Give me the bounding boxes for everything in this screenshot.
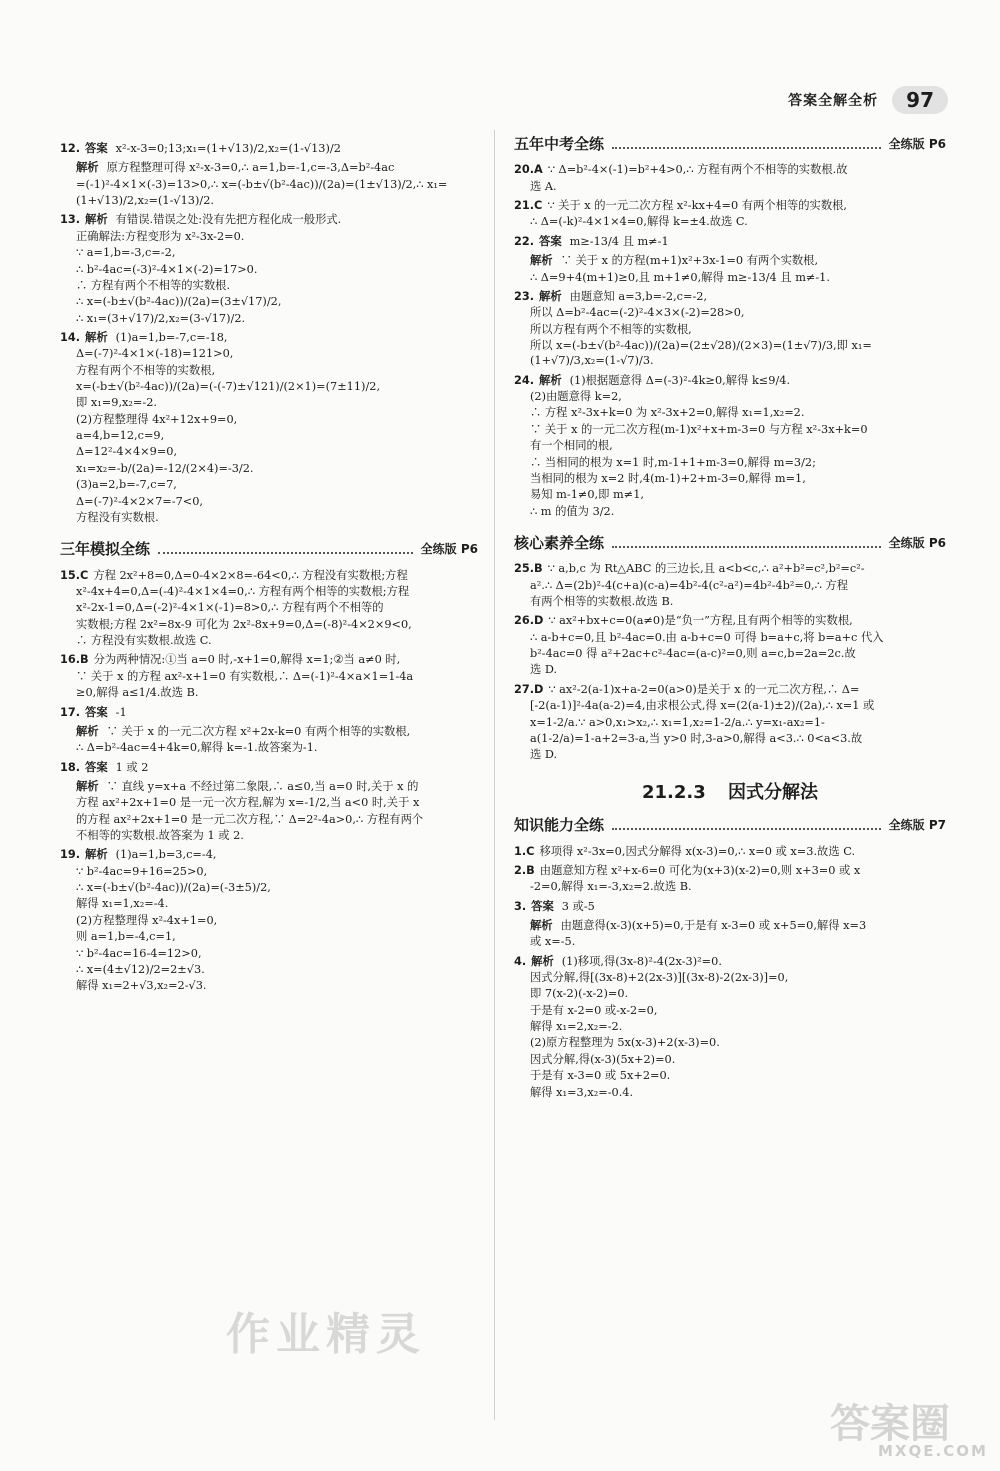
answer-line: [60, 379, 478, 394]
answer-line: [514, 1003, 946, 1018]
line-text: 有一个相同的根,: [530, 439, 613, 453]
item-tag: 解析: [539, 373, 562, 387]
item-number: 24.: [514, 373, 535, 387]
answer-line: [60, 494, 478, 509]
answer-line: [60, 193, 478, 208]
answer-item: [514, 954, 946, 1100]
item-number: 17.: [60, 705, 81, 719]
answer-item: [514, 162, 946, 194]
item-tag: 解析: [85, 848, 108, 862]
answer-line: [514, 561, 946, 576]
line-text: ∵ a,b,c 为 Rt△ABC 的三边长,且 a<b<c,∴ a²+b²=c²,b²=c²-: [547, 562, 865, 576]
answer-item: [514, 561, 946, 609]
answer-line: [514, 715, 946, 730]
answer-line: [514, 613, 946, 628]
line-text: 所以 Δ=b²-4ac=(-2)²-4×3×(-2)=28>0,: [530, 306, 745, 320]
line-text: 原方程整理可得 x²-x-3=0,∴ a=1,b=-1,c=-3,Δ=b²-4ac: [106, 161, 395, 175]
answer-line: [514, 1052, 946, 1067]
line-text: 实数根;方程 2x²=8x-9 可化为 2x²-8x+9=0,Δ=(-8)²-4×2×9<0,: [76, 617, 412, 631]
answer-line: [60, 568, 478, 583]
line-text: ∵ 关于 x 的一元二次方程(m-1)x²+x+m-3=0 与方程 x²-3x+k=0: [530, 422, 868, 436]
answer-line: [60, 141, 478, 156]
answer-line: [60, 847, 478, 862]
line-text: x²-2x-1=0,Δ=(-2)²-4×1×(-1)=8>0,∴ 方程有两个不相等的: [76, 601, 384, 615]
line-text: 所以方程有两个不相等的实数根,: [530, 322, 692, 336]
line-text: ∴ a-b+c=0,且 b²-4ac=0.由 a-b+c=0 可得 b=a+c,将 b=a+c 代入: [530, 630, 884, 644]
answer-line: [60, 978, 478, 993]
answer-line: [60, 962, 478, 977]
item-tag: 答案: [85, 760, 108, 774]
answer-item: [60, 330, 478, 525]
line-text: ∴ 方程有两个不相等的实数根.: [76, 278, 231, 292]
answer-line: [514, 438, 946, 453]
item-tag: 答案: [85, 142, 108, 155]
line-text: 方程没有实数根.: [76, 510, 159, 524]
line-text: ∴ m 的值为 3/2.: [530, 504, 615, 518]
line-text: 易知 m-1≠0,即 m≠1,: [530, 488, 644, 502]
answer-line: [60, 363, 478, 378]
answer-line: [60, 262, 478, 277]
item-tag: 解析: [85, 330, 108, 344]
answer-item: [514, 198, 946, 230]
line-text: ∵ 关于 x 的方程(m+1)x²+3x-1=0 有两个实数根,: [560, 254, 819, 268]
answer-item: [514, 682, 946, 763]
answer-line: [60, 896, 478, 911]
answer-line: [60, 946, 478, 961]
item-tag: 解析: [539, 289, 562, 303]
answer-line: [60, 330, 478, 345]
answer-line: [514, 698, 946, 713]
item-tag: 解析: [85, 213, 108, 227]
line-text: 则 a=1,b=-4,c=1,: [76, 930, 176, 944]
line-text: 分为两种情况:①当 a=0 时,-x+1=0,解得 x=1;②当 a≠0 时,: [93, 653, 401, 667]
answer-line: [60, 652, 478, 667]
answer-line: [514, 1068, 946, 1083]
line-text: x=1-2/a.∵ a>0,x₁>x₂,∴ x₁=1,x₂=1-2/a.∴ y=x₁-ax₂=1-: [530, 715, 825, 729]
item-tag: 答案: [85, 705, 108, 719]
answer-line: [60, 160, 478, 175]
answer-line: [514, 1019, 946, 1034]
section-header-sannian: [60, 539, 478, 559]
item-tag: 答案: [539, 234, 562, 248]
section-header-zhishi: [514, 815, 946, 835]
section-dots: [158, 544, 413, 554]
item-number: 3.: [514, 899, 527, 913]
line-text: 3 或-5: [561, 899, 595, 913]
item-tag: 解析: [530, 254, 553, 268]
section-ref: 全练版 P6: [888, 137, 946, 152]
answer-item: [60, 705, 478, 720]
answer-line: [60, 444, 478, 459]
line-text: (2)原方程整理为 5x(x-3)+2(x-3)=0.: [530, 1036, 720, 1050]
section-ref: 全练版 P6: [420, 542, 478, 557]
answer-line: [60, 685, 478, 700]
answer-line: [514, 405, 946, 420]
item-tag: 解析: [531, 954, 554, 968]
line-text: ∵ b²-4ac=9+16=25>0,: [76, 864, 208, 878]
item-number: 27.D: [514, 682, 544, 696]
line-text: 有两个相等的实数根.故选 B.: [530, 595, 674, 609]
item-number: 13.: [60, 213, 81, 227]
line-text: 当相同的根为 x=2 时,4(m-1)+2+m-3=0,解得 m=1,: [530, 471, 806, 485]
answer-line: [60, 212, 478, 227]
answer-line: [514, 455, 946, 470]
line-text: ∴ x₁=(3+√17)/2,x₂=(3-√17)/2.: [76, 311, 246, 325]
line-text: 方程 ax²+2x+1=0 是一元一次方程,解为 x=-1/2,当 a<0 时,关于 x: [76, 796, 420, 810]
answer-line: [514, 289, 946, 304]
page-number: 97: [892, 86, 948, 114]
line-text: 或 x=-5.: [530, 935, 576, 949]
line-text: ∴ x=(4±√12)/2=2±√3.: [76, 962, 205, 976]
line-text: 由题意得(x-3)(x+5)=0,于是有 x-3=0 或 x+5=0,解得 x=3: [560, 918, 867, 932]
item-number: 21.C: [514, 199, 543, 213]
right-items-3: [514, 844, 946, 1100]
line-text: m≥-13/4 且 m≠-1: [569, 234, 669, 248]
watermark-url: MXQE.COM: [878, 1442, 988, 1460]
answer-line: [514, 918, 946, 933]
line-text: ∴ Δ=(-k)²-4×1×4=0,解得 k=±4.故选 C.: [530, 215, 748, 229]
line-text: [-2(a-1)]²-4a(a-2)=4,由求根公式,得 x=(2(a-1)±2)/(2a),∴ x=1 或: [530, 699, 875, 713]
section-header-hexin: [514, 533, 946, 553]
item-number: 12.: [60, 142, 81, 155]
watermark-corner: 答案圈: [830, 1401, 950, 1447]
section-header-wunian: [514, 134, 946, 154]
line-text: (1)移项,得(3x-8)²-4(2x-3)²=0.: [561, 954, 722, 968]
answer-line: [60, 177, 478, 192]
line-text: ∴ x=(-b±√(b²-4ac))/(2a)=(-3±5)/2,: [76, 881, 271, 895]
answer-line: [514, 389, 946, 404]
line-text: (2)方程整理得 4x²+12x+9=0,: [76, 412, 238, 426]
answer-line: [60, 779, 478, 794]
line-text: 解得 x₁=2+√3,x₂=2-√3.: [76, 979, 207, 993]
line-text: (1+√13)/2,x₂=(1-√13)/2.: [76, 194, 214, 208]
answer-line: [60, 477, 478, 492]
line-text: (2)由题意得 k=2,: [530, 390, 622, 404]
answer-line: [60, 461, 478, 476]
line-text: b²-4ac=0 得 a²+2ac+c²-4ac=(a-c)²=0,则 a=c,b=2a=2c.故: [530, 647, 856, 661]
line-text: ∵ b²-4ac=16-4=12>0,: [76, 946, 202, 960]
answer-line: [60, 600, 478, 615]
answer-line: [514, 578, 946, 593]
line-text: ∴ 方程没有实数根.故选 C.: [76, 634, 212, 648]
left-items: [60, 141, 478, 525]
item-tag: 解析: [530, 918, 553, 932]
line-text: ∵ 直线 y=x+a 不经过第二象限,∴ a≤0,当 a=0 时,关于 x 的: [106, 779, 419, 793]
answer-line: [60, 346, 478, 361]
line-text: (1)a=1,b=-7,c=-18,: [115, 330, 228, 344]
answer-line: [514, 162, 946, 177]
line-text: 于是有 x-2=0 或-x-2=0,: [530, 1003, 658, 1017]
line-text: Δ=(-7)²-4×1×(-18)=121>0,: [76, 347, 234, 361]
answer-line: [514, 747, 946, 762]
line-text: ∵ ax²-2(a-1)x+a-2=0(a>0)是关于 x 的一元二次方程,∴ Δ=: [548, 682, 860, 696]
answer-line: [514, 646, 946, 661]
line-text: ∴ Δ=9+4(m+1)≥0,且 m+1≠0,解得 m≥-13/4 且 m≠-1.: [530, 270, 830, 284]
section-title: 五年中考全练: [514, 135, 605, 153]
item-tag: 解析: [76, 161, 99, 175]
answer-line: [60, 740, 478, 755]
answer-item: [60, 652, 478, 700]
answer-line: [60, 864, 478, 879]
answer-line: [514, 986, 946, 1001]
line-text: ∵ a=1,b=-3,c=-2,: [76, 246, 176, 260]
answer-item: [514, 613, 946, 677]
line-text: 由题意知 a=3,b=-2,c=-2,: [569, 289, 708, 303]
answer-line: [514, 234, 946, 249]
answer-line: [60, 812, 478, 827]
answer-line: [60, 913, 478, 928]
line-text: ∵ 关于 x 的方程 ax²-x+1=0 有实数根,∴ Δ=(-1)²-4×a×1=1-4a: [76, 669, 414, 683]
section-ref: 全练版 P7: [888, 818, 946, 833]
line-text: 解得 x₁=3,x₂=-0.4.: [530, 1085, 634, 1099]
item-number: 25.B: [514, 562, 543, 576]
line-text: 选 D.: [530, 663, 558, 677]
line-text: Δ=12²-4×4×9=0,: [76, 445, 178, 459]
page-header: [788, 86, 948, 114]
answer-line: [60, 795, 478, 810]
answer-line: [60, 395, 478, 410]
answer-line: [60, 828, 478, 843]
answer-line: [60, 229, 478, 244]
answer-line: [514, 179, 946, 194]
line-text: 即 7(x-2)(-x-2)=0.: [530, 987, 629, 1001]
answer-line: [514, 322, 946, 337]
line-text: 有错误.错误之处:没有先把方程化成一般形式.: [115, 213, 342, 227]
answer-line: [514, 970, 946, 985]
line-text: 由题意知方程 x²+x-6=0 可化为(x+3)(x-2)=0,则 x+3=0 或 x: [539, 863, 861, 877]
header-title: 答案全解全析: [788, 93, 879, 109]
line-text: -2=0,解得 x₁=-3,x₂=2.故选 B.: [530, 880, 692, 894]
column-divider: [494, 130, 495, 1420]
answer-item: [514, 844, 946, 859]
item-number: 22.: [514, 234, 535, 248]
answer-line: [514, 471, 946, 486]
section-dots: [612, 538, 881, 548]
item-number: 26.D: [514, 614, 544, 628]
left-column: [60, 140, 478, 998]
right-items-2: [514, 561, 946, 762]
answer-item: [514, 373, 946, 519]
item-tag: 解析: [76, 779, 99, 793]
line-text: (1)a=1,b=3,c=-4,: [115, 848, 217, 862]
line-text: ∵ Δ=b²-4×(-1)=b²+4>0,∴ 方程有两个不相等的实数根.故: [547, 163, 848, 177]
line-text: 正确解法:方程变形为 x²-3x-2=0.: [76, 229, 245, 243]
answer-line: [60, 510, 478, 525]
answer-line: [514, 844, 946, 859]
answer-line: [60, 412, 478, 427]
answer-line: [60, 617, 478, 632]
line-text: 因式分解,得[(3x-8)+2(2x-3)][(3x-8)-2(2x-3)]=0,: [530, 971, 789, 985]
line-text: 选 D.: [530, 748, 558, 762]
line-text: 方程 2x²+8=0,Δ=0-4×2×8=-64<0,∴ 方程没有实数根;方程: [93, 568, 408, 582]
line-text: =(-1)²-4×1×(-3)=13>0,∴ x=(-b±√(b²-4ac))/(2a)=(1±√13)/2,∴ x₁=: [76, 177, 448, 191]
line-text: ∴ x=(-b±√(b²-4ac))/(2a)=(3±√17)/2,: [76, 295, 282, 309]
section-dots: [612, 820, 881, 830]
answer-line: [514, 214, 946, 229]
line-text: x=(-b±√(b²-4ac))/(2a)=(-(-7)±√121)/(2×1)=(7±11)/2,: [76, 380, 381, 394]
item-number: 20.A: [514, 163, 543, 177]
answer-line: [514, 594, 946, 609]
section-ref: 全练版 P6: [888, 535, 946, 550]
item-number: 4.: [514, 954, 527, 968]
item-tag: 解析: [76, 724, 99, 738]
line-text: ∴ 当相同的根为 x=1 时,m-1+1+m-3=0,解得 m=3/2;: [530, 455, 816, 469]
answer-line: [514, 305, 946, 320]
answer-line: [514, 879, 946, 894]
line-text: x²-x-3=0;13;x₁=(1+√13)/2,x₂=(1-√13)/2: [115, 142, 341, 155]
answer-line: [514, 954, 946, 969]
item-number: 1.C: [514, 844, 535, 858]
answer-item: [60, 779, 478, 843]
answer-line: [514, 487, 946, 502]
answer-line: [60, 294, 478, 309]
answer-line: [514, 422, 946, 437]
answer-item: [60, 160, 478, 208]
line-text: 于是有 x-3=0 或 5x+2=0.: [530, 1069, 671, 1083]
line-text: ∴ Δ=b²-4ac=4+4k=0,解得 k=-1.故答案为-1.: [76, 741, 318, 755]
item-number: 23.: [514, 289, 535, 303]
answer-line: [514, 863, 946, 878]
answer-line: [60, 584, 478, 599]
right-column: [514, 135, 946, 1104]
item-number: 2.B: [514, 863, 535, 877]
line-text: a=4,b=12,c=9,: [76, 429, 165, 443]
answer-item: [60, 847, 478, 993]
answer-line: [60, 705, 478, 720]
watermark-center: 作业精灵: [226, 1309, 426, 1360]
left-items-2: [60, 568, 478, 994]
line-text: ∵ 关于 x 的一元二次方程 x²-kx+4=0 有两个相等的实数根,: [547, 199, 848, 213]
answer-line: [514, 731, 946, 746]
answer-item: [514, 253, 946, 285]
line-text: x²-4x+4=0,Δ=(-4)²-4×1×4=0,∴ 方程有两个相等的实数根;方程: [76, 585, 410, 599]
answer-line: [60, 760, 478, 775]
answer-line: [60, 929, 478, 944]
answer-item: [514, 899, 946, 914]
line-text: ∴ 方程 x²-3x+k=0 为 x²-3x+2=0,解得 x₁=1,x₂=2.: [530, 406, 805, 420]
line-text: ∵ ax²+bx+c=0(a≠0)是“负一”方程,且有两个相等的实数根,: [548, 614, 853, 628]
answer-line: [60, 311, 478, 326]
line-text: 1 或 2: [115, 760, 149, 774]
line-text: x₁=x₂=-b/(2a)=-12/(2×4)=-3/2.: [76, 461, 254, 475]
answer-item: [60, 568, 478, 649]
line-text: 选 A.: [530, 179, 557, 193]
answer-line: [514, 504, 946, 519]
section-title: 核心素养全练: [514, 533, 605, 552]
item-number: 14.: [60, 330, 81, 344]
answer-line: [60, 633, 478, 648]
answer-line: [514, 682, 946, 697]
item-number: 15.C: [60, 568, 89, 582]
right-items-1: [514, 162, 946, 519]
answer-line: [514, 253, 946, 268]
answer-line: [60, 245, 478, 260]
item-number: 18.: [60, 760, 81, 774]
line-text: -1: [115, 705, 127, 719]
line-text: a².∴ Δ=(2b)²-4(c+a)(c-a)=4b²-4(c²-a²)=4b²-4b²=0,∴ 方程: [530, 578, 849, 592]
line-text: 的方程 ax²+2x+1=0 是一元二次方程,∵ Δ=2²-4a>0,∴ 方程有两个: [76, 812, 424, 826]
answer-item: [514, 234, 946, 249]
answer-line: [60, 880, 478, 895]
answer-line: [514, 630, 946, 645]
line-text: Δ=(-7)²-4×2×7=-7<0,: [76, 494, 203, 508]
line-text: ∴ b²-4ac=(-3)²-4×1×(-2)=17>0.: [76, 262, 258, 276]
answer-line: [60, 724, 478, 739]
answer-item: [514, 289, 946, 369]
line-text: 解得 x₁=2,x₂=-2.: [530, 1020, 623, 1034]
answer-line: [514, 899, 946, 914]
line-text: 因式分解,得(x-3)(5x+2)=0.: [530, 1052, 676, 1066]
answer-line: [514, 1085, 946, 1100]
section-title: 知识能力全练: [514, 816, 605, 835]
line-text: a(1-2/a)=1-a+2=3-a,当 y>0 时,3-a>0,解得 a<3.∴ 0<a<3.故: [530, 731, 863, 745]
answer-line: [60, 428, 478, 443]
answer-line: [514, 338, 946, 369]
item-number: 19.: [60, 848, 81, 862]
line-text: (2)方程整理得 x²-4x+1=0,: [76, 913, 218, 927]
subheading: [514, 781, 946, 805]
answer-item: [514, 863, 946, 895]
line-text: 移项得 x²-3x=0,因式分解得 x(x-3)=0,∴ x=0 或 x=3.故选 C.: [539, 844, 856, 858]
answer-line: [514, 373, 946, 388]
answer-item: [60, 212, 478, 326]
answer-line: [514, 270, 946, 285]
answer-item: [514, 918, 946, 950]
answer-line: [60, 278, 478, 293]
answer-line: [514, 1035, 946, 1050]
line-text: 即 x₁=9,x₂=-2.: [76, 396, 157, 410]
line-text: (3)a=2,b=-7,c=7,: [76, 478, 177, 492]
line-text: 不相等的实数根.故答案为 1 或 2.: [76, 829, 244, 843]
line-text: ∵ 关于 x 的一元二次方程 x²+2x-k=0 有两个相等的实数根,: [106, 724, 411, 738]
subheading-title: 因式分解法: [728, 781, 819, 803]
answer-line: [514, 198, 946, 213]
answer-item: [60, 141, 478, 156]
section-dots: [612, 139, 881, 149]
answer-line: [514, 662, 946, 677]
section-title: 三年模拟全练: [60, 540, 151, 559]
subheading-number: 21.2.3: [641, 781, 706, 803]
answer-line: [60, 669, 478, 684]
line-text: 所以 x=(-b±√(b²-4ac))/(2a)=(2±√28)/(2×3)=(1±√7)/3,即 x₁=(1+√7)/3,x₂=(1-√7)/3.: [530, 338, 872, 368]
item-tag: 答案: [531, 899, 554, 913]
answer-item: [60, 724, 478, 756]
answer-item: [60, 760, 478, 775]
line-text: 解得 x₁=1,x₂=-4.: [76, 897, 169, 911]
line-text: ≥0,解得 a≤1/4.故选 B.: [76, 686, 199, 700]
line-text: 方程有两个不相等的实数根,: [76, 363, 216, 377]
answer-line: [514, 934, 946, 949]
item-number: 16.B: [60, 653, 89, 667]
line-text: (1)根据题意得 Δ=(-3)²-4k≥0,解得 k≤9/4.: [569, 373, 791, 387]
